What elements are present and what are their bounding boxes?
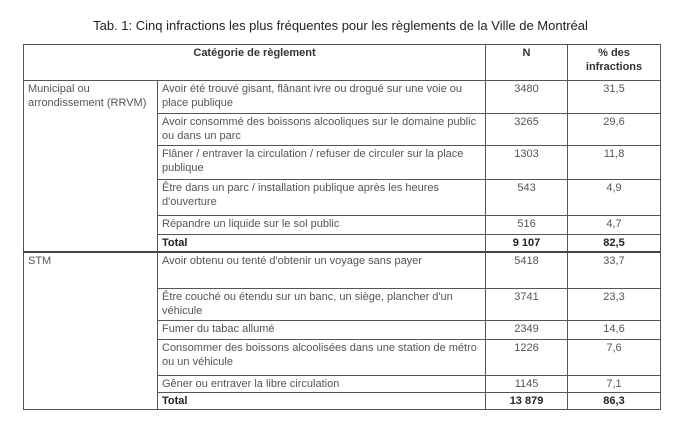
row-n: 3265 bbox=[486, 114, 568, 146]
row-label: Être couché ou étendu sur un banc, un siège, plancher d'un véhicule bbox=[158, 288, 486, 320]
total-n: 9 107 bbox=[486, 235, 568, 253]
row-pct: 7,1 bbox=[568, 375, 661, 392]
total-pct: 82,5 bbox=[568, 235, 661, 253]
row-n: 3741 bbox=[486, 288, 568, 320]
row-pct: 4,7 bbox=[568, 216, 661, 235]
row-label: Répandre un liquide sur le sol public bbox=[158, 216, 486, 235]
row-label: Flâner / entraver la circulation / refuser de circuler sur la place publique bbox=[158, 146, 486, 180]
total-label: Total bbox=[158, 235, 486, 253]
row-n: 1226 bbox=[486, 339, 568, 375]
row-label: Avoir consommé des boissons alcooliques sur le domaine public ou dans un parc bbox=[158, 114, 486, 146]
header-n: N bbox=[486, 45, 568, 81]
row-label: Être dans un parc / installation publique après les heures d'ouverture bbox=[158, 180, 486, 216]
row-pct: 31,5 bbox=[568, 81, 661, 114]
row-n: 5418 bbox=[486, 252, 568, 288]
row-pct: 4,9 bbox=[568, 180, 661, 216]
group-label-rrvm: Municipal ou arrondissement (RRVM) bbox=[24, 81, 158, 253]
row-n: 3480 bbox=[486, 81, 568, 114]
row-label: Gêner ou entraver la libre circulation bbox=[158, 375, 486, 392]
table-caption: Tab. 1: Cinq infractions les plus fréquentes pour les règlements de la Ville de Montréal bbox=[93, 18, 588, 33]
row-n: 1303 bbox=[486, 146, 568, 180]
total-label: Total bbox=[158, 392, 486, 409]
row-label: Consommer des boissons alcoolisées dans une station de métro ou un véhicule bbox=[158, 339, 486, 375]
header-pct: % des infractions bbox=[568, 45, 661, 81]
group-label-stm: STM bbox=[24, 252, 158, 409]
total-pct: 86,3 bbox=[568, 392, 661, 409]
row-n: 516 bbox=[486, 216, 568, 235]
row-pct: 7,6 bbox=[568, 339, 661, 375]
row-pct: 23,3 bbox=[568, 288, 661, 320]
total-n: 13 879 bbox=[486, 392, 568, 409]
table-row bbox=[24, 81, 661, 114]
header-category: Catégorie de règlement bbox=[24, 45, 486, 81]
infractions-table bbox=[23, 44, 661, 410]
row-n: 2349 bbox=[486, 320, 568, 339]
row-label: Avoir été trouvé gisant, flânant ivre ou drogué sur une voie ou place publique bbox=[158, 81, 486, 114]
row-pct: 29,6 bbox=[568, 114, 661, 146]
header-row bbox=[24, 45, 661, 81]
row-pct: 11,8 bbox=[568, 146, 661, 180]
row-label: Fumer du tabac allumé bbox=[158, 320, 486, 339]
row-label: Avoir obtenu ou tenté d'obtenir un voyage sans payer bbox=[158, 252, 486, 288]
table-row bbox=[24, 252, 661, 288]
row-pct: 14,6 bbox=[568, 320, 661, 339]
row-n: 543 bbox=[486, 180, 568, 216]
row-pct: 33,7 bbox=[568, 252, 661, 288]
row-n: 1145 bbox=[486, 375, 568, 392]
